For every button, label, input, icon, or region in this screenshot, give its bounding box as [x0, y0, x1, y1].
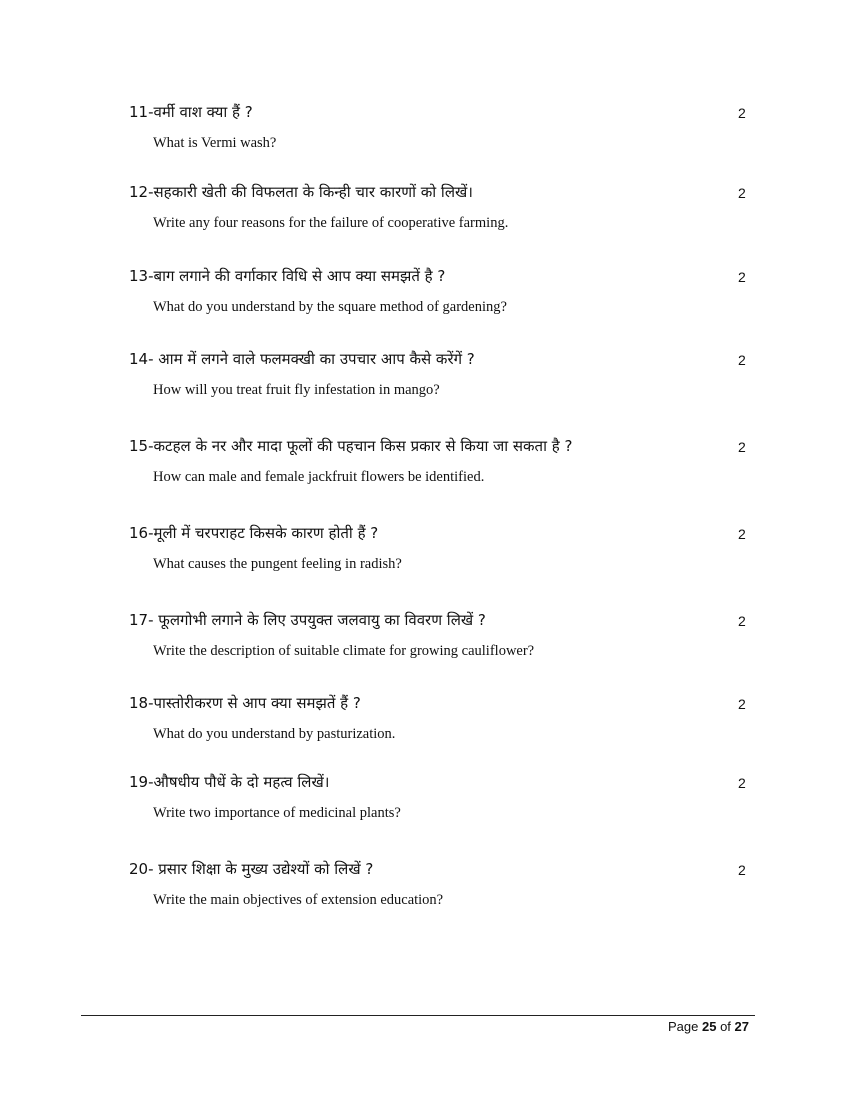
question-hindi-text: 20- प्रसार शिक्षा के मुख्य उद्येश्यों को लिखें ? [129, 860, 374, 878]
question-marks: 2 [738, 862, 746, 878]
question-marks: 2 [738, 439, 746, 455]
question-17 [0, 610, 850, 670]
question-hindi-text: 17- फूलगोभी लगाने के लिए उपयुक्त जलवायु का विवरण लिखें ? [129, 611, 486, 629]
question-hindi-text: 13-बाग लगाने की वर्गाकार विधि से आप क्या समझतें है ? [129, 267, 446, 285]
question-12 [0, 182, 850, 242]
question-english-text: What do you understand by pasturization. [153, 726, 396, 742]
question-marks: 2 [738, 352, 746, 368]
question-english-text: Write any four reasons for the failure of cooperative farming. [153, 215, 509, 231]
question-english-text: What do you understand by the square method of gardening? [153, 299, 507, 315]
question-hindi-text: 11-वर्मी वाश क्या हैं ? [129, 103, 253, 121]
page-of-label: of [720, 1019, 731, 1034]
question-marks: 2 [738, 526, 746, 542]
question-english-text: Write two importance of medicinal plants? [153, 805, 401, 821]
question-hindi-text: 19-औषधीय पौधें के दो महत्व लिखें। [129, 773, 330, 791]
question-20 [0, 859, 850, 919]
footer-divider [81, 1015, 755, 1016]
question-16 [0, 523, 850, 583]
question-marks: 2 [738, 185, 746, 201]
question-english-text: How can male and female jackfruit flowers be identified. [153, 469, 485, 485]
question-marks: 2 [738, 775, 746, 791]
question-english-text: Write the description of suitable climate for growing cauliflower? [153, 643, 535, 659]
question-13 [0, 266, 850, 326]
question-19 [0, 772, 850, 832]
question-english-text: How will you treat fruit fly infestation in mango? [153, 382, 440, 398]
question-hindi-text: 12-सहकारी खेती की विफलता के किन्ही चार कारणों को लिखें। [129, 183, 473, 201]
question-hindi-text: 14- आम में लगने वाले फलमक्खी का उपचार आप कैसे करेंगें ? [129, 350, 475, 368]
question-english-text: What causes the pungent feeling in radish? [153, 556, 402, 572]
page-number [668, 1019, 749, 1035]
question-marks: 2 [738, 105, 746, 121]
question-18 [0, 693, 850, 753]
page-label: Page [667, 1019, 699, 1034]
question-hindi-text: 16-मूली में चरपराहट किसके कारण होती हैं ? [129, 524, 379, 542]
question-11 [0, 102, 850, 162]
question-marks: 2 [738, 613, 746, 629]
page-total: 27 [734, 1019, 749, 1034]
question-15 [0, 436, 850, 496]
question-hindi-text: 18-पास्तोरीकरण से आप क्या समझतें हैं ? [129, 694, 361, 712]
question-14 [0, 349, 850, 409]
question-english-text: What is Vermi wash? [153, 135, 277, 151]
question-marks: 2 [738, 696, 746, 712]
page-current: 25 [701, 1019, 717, 1034]
question-marks: 2 [738, 269, 746, 285]
question-hindi-text: 15-कटहल के नर और मादा फूलों की पहचान किस प्रकार से किया जा सकता है ? [129, 437, 573, 455]
question-english-text: Write the main objectives of extension education? [153, 892, 444, 908]
